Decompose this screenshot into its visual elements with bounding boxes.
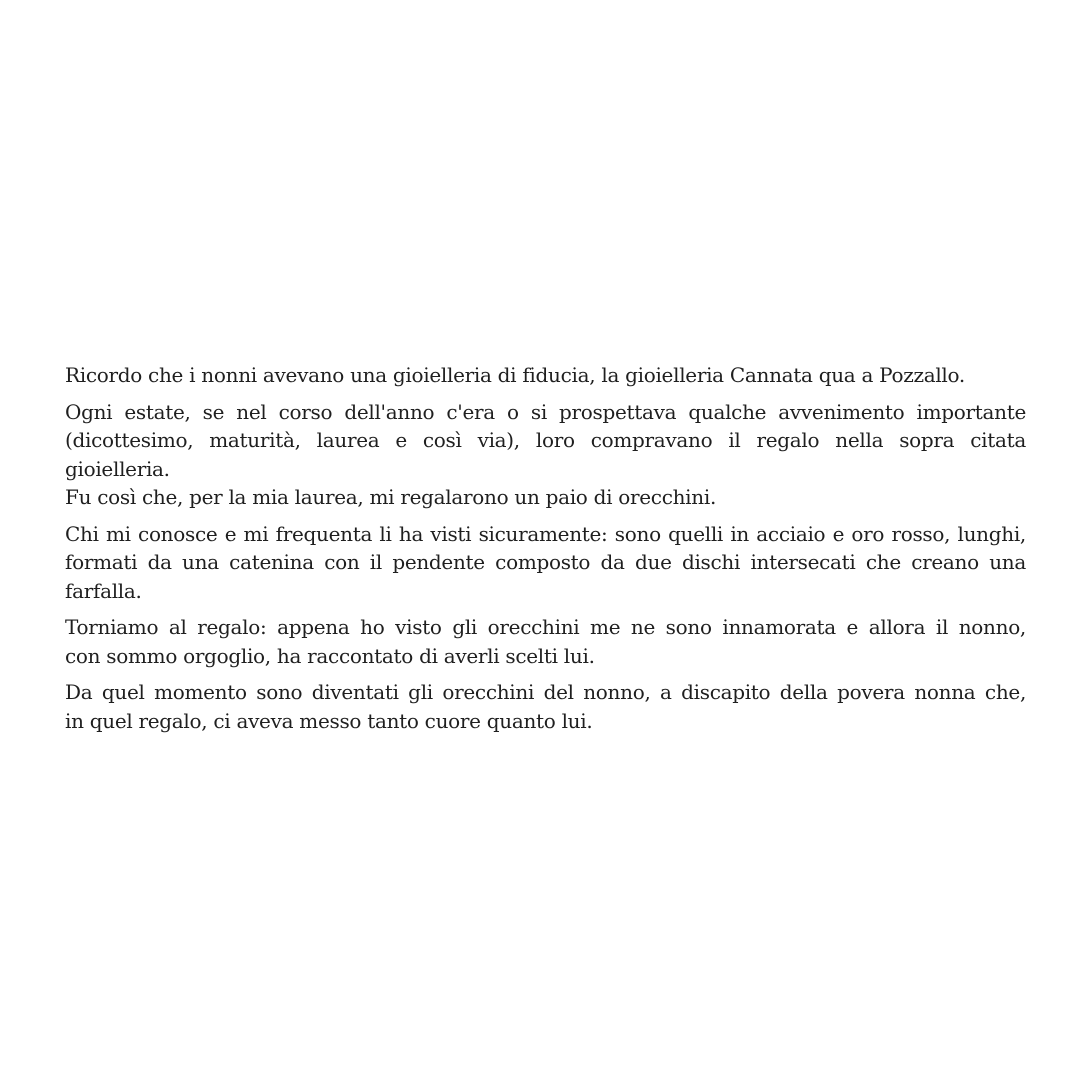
text-line: farfalla. bbox=[65, 578, 142, 603]
text-line: Chi mi conosce e mi frequenta li ha visti sicuramente: sono quelli in acciaio e oro rosso, lunghi, bbox=[65, 521, 1026, 546]
text-line: con sommo orgoglio, ha raccontato di averli scelti lui. bbox=[65, 643, 595, 668]
text-line: Da quel momento sono diventati gli orecchini del nonno, a discapito della povera nonna che, bbox=[65, 680, 1026, 704]
text-line: gioielleria. bbox=[65, 456, 170, 481]
text-line: Fu così che, per la mia laurea, mi regalarono un paio di orecchini. bbox=[65, 485, 717, 509]
text-line: formati da una catenina con il pendente composto da due dischi intersecati che creano una bbox=[65, 550, 1026, 574]
text-line: Torniamo al regalo: appena ho visto gli orecchini me ne sono innamorata e allora il nonno, bbox=[65, 615, 1026, 639]
text-line: Ricordo che i nonni avevano una gioielleria di fiducia, la gioielleria Cannata qua a Pozzallo. bbox=[65, 363, 965, 387]
paragraph-4 bbox=[65, 613, 1026, 670]
text-line: in quel regalo, ci aveva messo tanto cuore quanto lui. bbox=[65, 708, 593, 733]
text-line: Ogni estate, se nel corso dell'anno c'era o si prospettava qualche avvenimento importante bbox=[65, 399, 1026, 424]
story-text bbox=[65, 361, 1026, 743]
paragraph-3 bbox=[65, 520, 1026, 606]
paragraph-2 bbox=[65, 398, 1026, 512]
text-line: (dicottesimo, maturità, laurea e così via), loro compravano il regalo nella sopra citata bbox=[65, 428, 1026, 452]
paragraph-1 bbox=[65, 361, 1026, 390]
paragraph-5 bbox=[65, 678, 1026, 735]
